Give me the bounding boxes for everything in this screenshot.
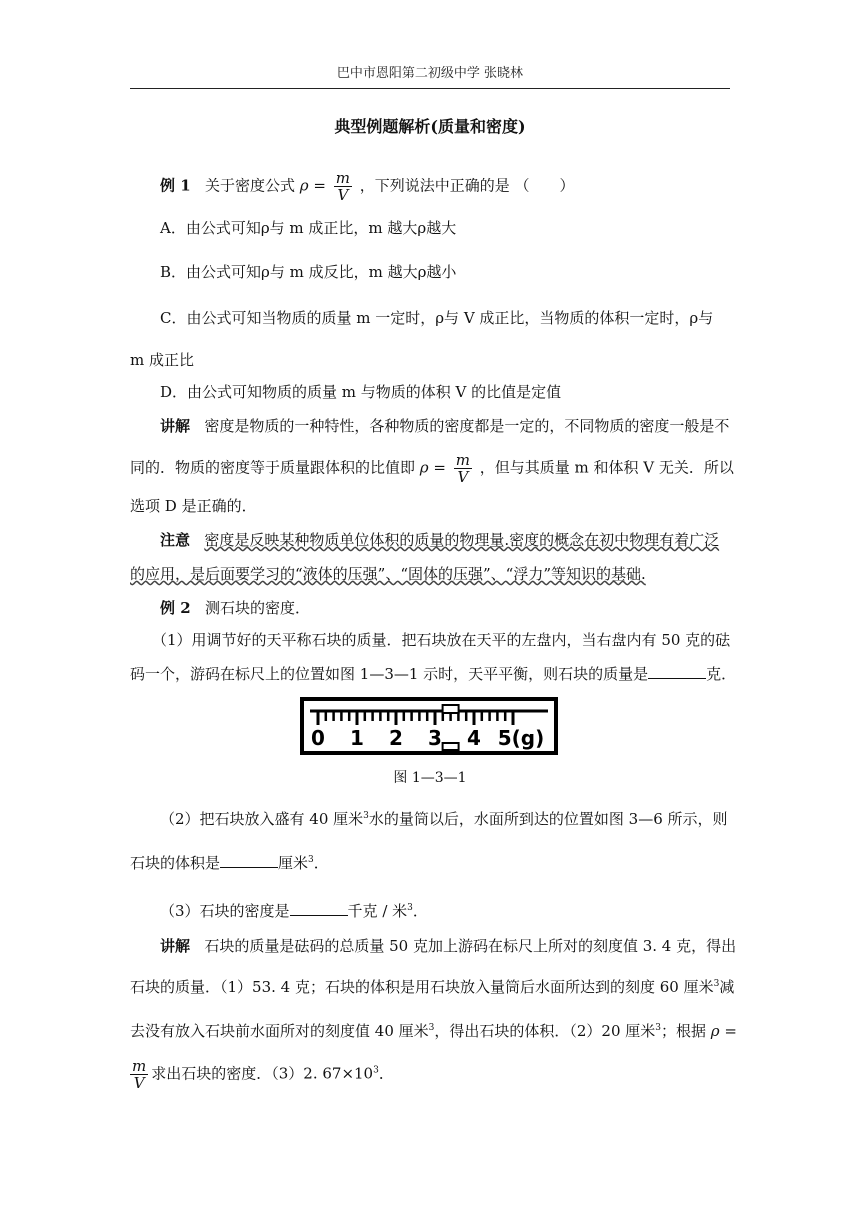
rho-symbol: ρ xyxy=(299,176,309,195)
density-fraction-2 xyxy=(454,452,472,485)
superscript-3: 3 xyxy=(713,979,720,989)
density-fraction-3 xyxy=(130,1058,148,1091)
equals-sign-2: = xyxy=(433,458,446,477)
question-2-text-a: （2）把石块放入盛有 40 厘米 xyxy=(160,810,364,828)
page-title: 典型例题解析(质量和密度) xyxy=(334,117,526,136)
equals-sign: = xyxy=(313,176,326,195)
note-text-1: 密度是反映某种物质单位体积的质量的物理量.密度的概念在初中物理有着广泛 xyxy=(204,531,720,549)
explanation-1-text-2b: ，但与其质量 m 和体积 V 无关．所以 xyxy=(479,458,734,477)
explanation-2-line-2 xyxy=(130,974,734,997)
question-3-line xyxy=(160,898,428,921)
superscript-3: 3 xyxy=(363,811,369,821)
question-1-line-1: （1）用调节好的天平称石块的质量．把石块放在天平的左盘内，当右盘内有 50 克的砝 xyxy=(152,631,731,649)
explanation-1-line-3: 选项 D 是正确的． xyxy=(130,497,257,515)
superscript-3: 3 xyxy=(407,903,413,913)
example-1-stem-end: ，下列说法中正确的是 （ ） xyxy=(359,176,575,195)
fraction-denominator-2: V xyxy=(457,468,469,486)
explanation-2-text-2a: 石块的质量．（1）53. 4 克；石块的体积是用石块放入量筒后水面所达到的刻度 60 厘米 xyxy=(130,978,714,996)
note-text-2: 的应用，是后面要学习的“液体的压强”、“固体的压强”、“浮力”等知识的基础. xyxy=(130,565,646,583)
explanation-2-text-3a: 去没有放入石块前水面所对的刻度值 40 厘米 xyxy=(130,1022,429,1040)
balance-ruler-figure xyxy=(300,697,558,755)
example-1-stem-text: 关于密度公式 xyxy=(204,176,295,195)
example-1-label: 例 1 xyxy=(160,176,191,195)
equals-sign-3: = xyxy=(724,1022,737,1040)
option-d: D．由公式可知物质的质量 m 与物质的体积 V 的比值是定值 xyxy=(160,383,562,401)
superscript-3: 3 xyxy=(428,1023,435,1033)
question-2-text-c: 石块的体积是 xyxy=(130,854,221,872)
explanation-1-text-2a: 同的．物质的密度等于质量跟体积的比值即 xyxy=(130,458,416,477)
question-1-line-2 xyxy=(130,664,736,684)
explanation-2-text-4: 求出石块的密度．（3）2. 67×10 xyxy=(151,1064,374,1083)
example-1-stem xyxy=(160,170,575,203)
fraction-numerator-3: m xyxy=(132,1057,147,1075)
rider-top xyxy=(443,705,459,713)
header-rule xyxy=(130,88,730,89)
note-line-1 xyxy=(160,530,719,550)
option-a: A．由公式可知ρ与 m 成正比，m 越大ρ越大 xyxy=(160,219,457,237)
explanation-1-line-1 xyxy=(160,416,729,436)
page-header: 巴中市恩阳第二初级中学 张晓林 xyxy=(336,66,524,81)
fraction-denominator: V xyxy=(337,186,349,204)
fraction-numerator-2: m xyxy=(455,451,470,469)
fraction-numerator: m xyxy=(335,169,350,187)
explanation-2-text-4b: ． xyxy=(378,1064,394,1083)
answer-blank-density xyxy=(290,901,348,916)
question-1-unit: 克． xyxy=(706,665,737,683)
question-2-line-1 xyxy=(160,806,728,829)
explanation-2-label: 讲解 xyxy=(160,937,191,955)
question-3-text: （3）石块的密度是 xyxy=(160,902,290,920)
ruler-label: 2 xyxy=(389,726,403,750)
ruler-label: 5(g) xyxy=(497,726,545,750)
question-2-unit: 厘米 xyxy=(278,854,309,872)
note-label: 注意 xyxy=(160,531,191,549)
explanation-2-text-1: 石块的质量是砝码的总质量 50 克加上游码在标尺上所对的刻度值 3. 4 克，得出 xyxy=(204,937,737,955)
ruler-label: 1 xyxy=(350,726,364,750)
ruler-label: 3 xyxy=(428,726,442,750)
ruler-label: 0 xyxy=(311,726,325,750)
explanation-2-text-3c: ；根据 xyxy=(661,1022,707,1040)
superscript-3: 3 xyxy=(308,855,314,865)
question-1-text: 码一个，游码在标尺上的位置如图 1—3—1 示时，天平平衡，则石块的质量是 xyxy=(130,665,649,683)
figure-caption: 图 1—3—1 xyxy=(393,770,467,786)
answer-blank-volume xyxy=(220,853,278,868)
answer-blank-mass xyxy=(648,664,706,679)
superscript-3: 3 xyxy=(655,1023,661,1033)
explanation-1-line-2 xyxy=(130,452,734,485)
option-c-line-1: C．由公式可知当物质的质量 m 一定时，ρ与 V 成正比，当物质的体积一定时，ρ与 xyxy=(160,309,714,327)
density-fraction xyxy=(334,170,352,203)
rider-bottom xyxy=(443,743,459,750)
period: ． xyxy=(313,854,329,872)
explanation-2-line-1 xyxy=(160,936,736,956)
ruler-label: 4 xyxy=(467,726,481,750)
explanation-2-text-3b: ，得出石块的体积．（2）20 厘米 xyxy=(434,1022,656,1040)
rho-symbol-2: ρ xyxy=(419,458,429,477)
question-2-line-2 xyxy=(130,850,329,873)
note-line-2 xyxy=(130,564,646,584)
example-2-stem xyxy=(160,598,310,618)
option-c-line-2: m 成正比 xyxy=(130,351,194,369)
option-b: B．由公式可知ρ与 m 成反比，m 越大ρ越小 xyxy=(160,263,457,281)
explanation-2-line-3 xyxy=(130,1018,737,1041)
rho-symbol-3: ρ xyxy=(710,1022,720,1040)
explanation-1-label: 讲解 xyxy=(160,417,191,435)
example-2-stem-text: 测石块的密度． xyxy=(204,599,310,617)
question-3-unit: 千克 / 米 xyxy=(347,902,408,920)
explanation-2-text-2b: 减 xyxy=(719,978,735,996)
example-2-label: 例 2 xyxy=(160,599,191,617)
explanation-1-text-1: 密度是物质的一种特性，各种物质的密度都是一定的，不同物质的密度一般是不 xyxy=(204,417,730,435)
question-2-text-b: 水的量筒以后，水面所到达的位置如图 3—6 所示，则 xyxy=(368,810,728,828)
superscript-3: 3 xyxy=(373,1065,379,1076)
explanation-2-line-4 xyxy=(130,1058,394,1091)
fraction-denominator-3: V xyxy=(133,1074,145,1092)
period: ． xyxy=(412,902,428,920)
